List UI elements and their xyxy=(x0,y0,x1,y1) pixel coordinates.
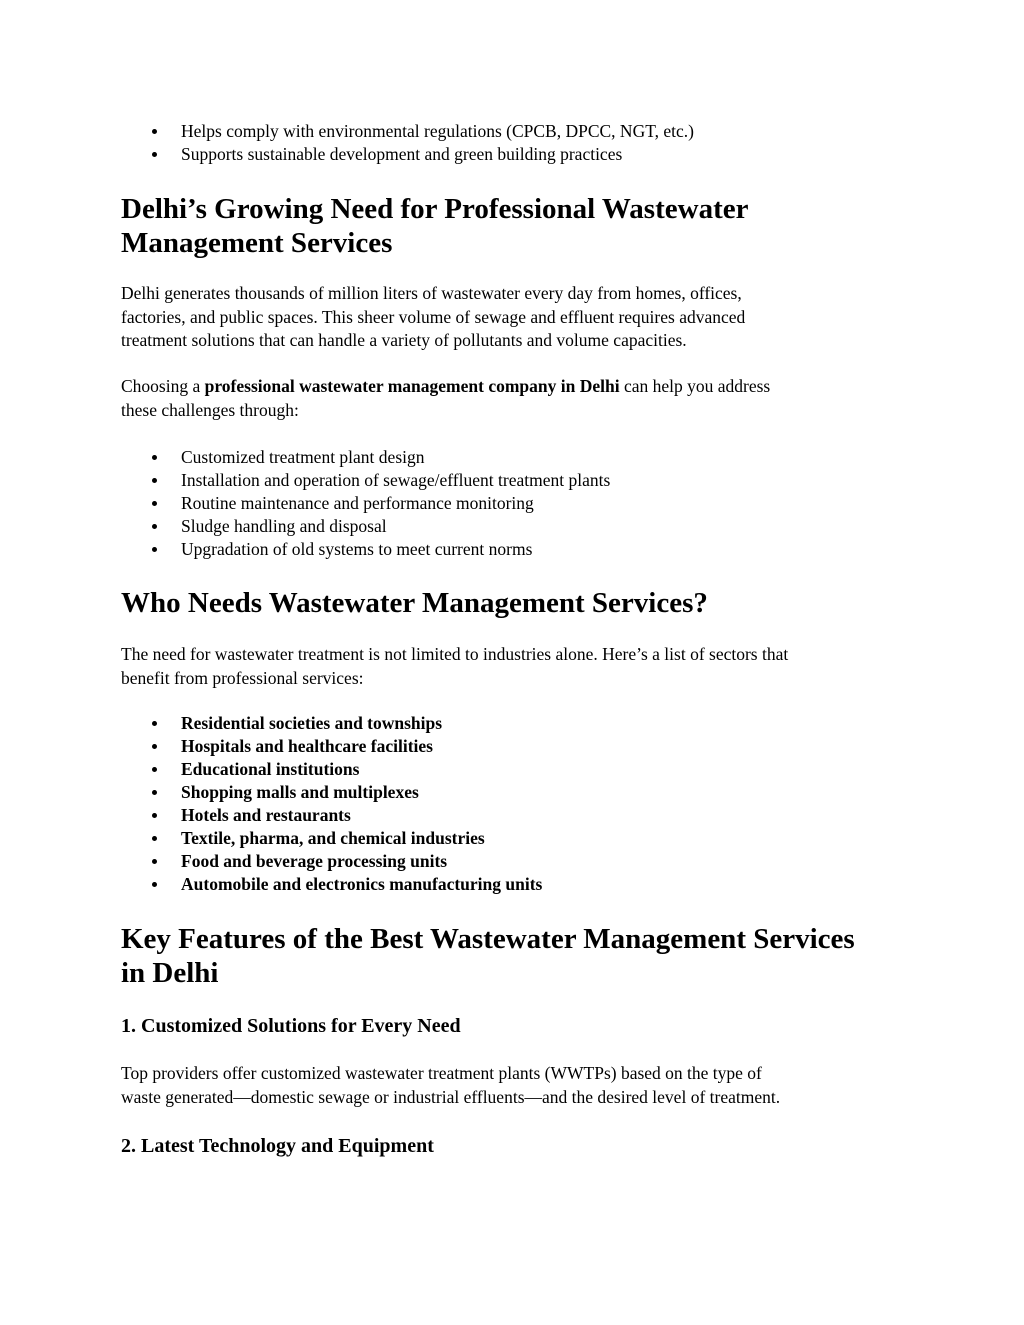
section-heading-key-features xyxy=(121,922,855,990)
paragraph-line: treatment solutions that can handle a variety of pollutants and volume capacities. xyxy=(121,330,687,350)
paragraph-line: Top providers offer customized wastewater treatment plants (WWTPs) based on the type of xyxy=(121,1063,762,1083)
paragraph-line xyxy=(121,375,770,399)
list-item: Educational institutions xyxy=(181,759,360,779)
text-run: Choosing a xyxy=(121,376,205,396)
heading-line: Management Services xyxy=(121,227,393,259)
list-item: Shopping malls and multiplexes xyxy=(181,782,419,802)
list-item: Upgradation of old systems to meet current norms xyxy=(181,539,533,559)
section-heading-delhi-need xyxy=(121,192,748,260)
list-item: Residential societies and townships xyxy=(181,713,443,733)
bold-phrase: professional wastewater management company in Delhi xyxy=(204,376,620,396)
paragraph-line: Delhi generates thousands of million liters of wastewater every day from homes, offices, xyxy=(121,283,742,303)
list-item: Hotels and restaurants xyxy=(181,805,351,825)
paragraph-line: these challenges through: xyxy=(121,399,299,420)
list-item: Supports sustainable development and green building practices xyxy=(181,144,623,164)
text-run: can help you address xyxy=(619,376,771,396)
paragraph-line: benefit from professional services: xyxy=(121,667,364,688)
paragraph-customized-solutions xyxy=(121,1062,780,1109)
paragraph-line: The need for wastewater treatment is not limited to industries alone. Here’s a list of sectors that xyxy=(121,644,789,664)
list-item: Automobile and electronics manufacturing units xyxy=(181,874,543,894)
subheading-customized-solutions: 1. Customized Solutions for Every Need xyxy=(121,1015,461,1037)
list-item: Customized treatment plant design xyxy=(181,447,425,467)
list-item: Sludge handling and disposal xyxy=(181,516,387,536)
list-item: Routine maintenance and performance monitoring xyxy=(181,493,534,513)
paragraph-line: factories, and public spaces. This sheer volume of sewage and effluent requires advanced xyxy=(121,306,746,327)
list-item: Food and beverage processing units xyxy=(181,851,448,871)
paragraph-who-needs xyxy=(121,643,788,690)
heading-line: Delhi’s Growing Need for Professional Wastewater xyxy=(121,193,749,225)
section-heading-who-needs: Who Needs Wastewater Management Services? xyxy=(121,587,708,619)
paragraph-delhi-volume xyxy=(121,282,745,353)
heading-line: in Delhi xyxy=(121,957,219,989)
list-item: Textile, pharma, and chemical industries xyxy=(181,828,485,848)
list-item: Hospitals and healthcare facilities xyxy=(181,736,433,756)
paragraph-choosing-company xyxy=(121,375,770,422)
paragraph-line: waste generated—domestic sewage or industrial effluents—and the desired level of treatment. xyxy=(121,1086,781,1107)
list-item: Helps comply with environmental regulations (CPCB, DPCC, NGT, etc.) xyxy=(181,121,694,141)
heading-line: Key Features of the Best Wastewater Management Services xyxy=(121,923,855,955)
subheading-latest-technology: 2. Latest Technology and Equipment xyxy=(121,1135,434,1157)
list-item: Installation and operation of sewage/effluent treatment plants xyxy=(181,470,611,490)
